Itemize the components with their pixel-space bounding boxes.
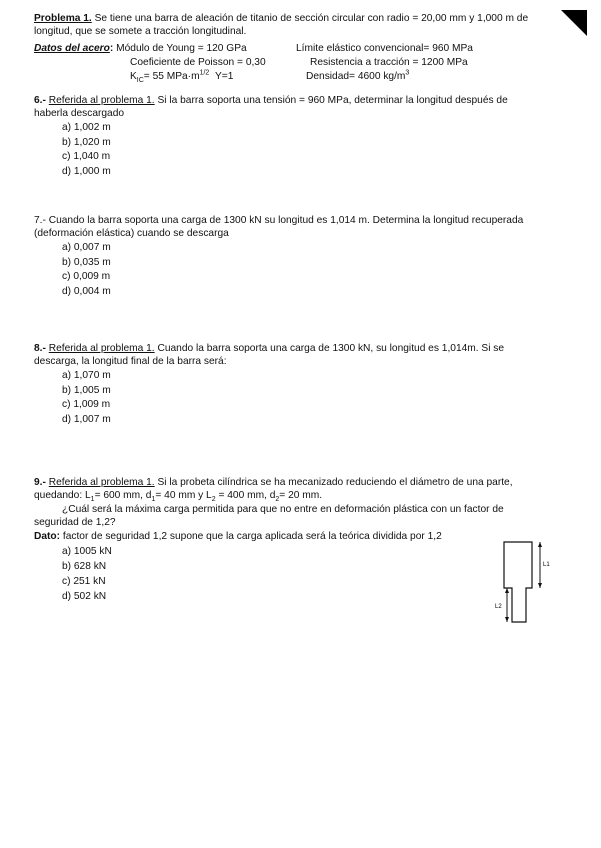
problem-1-line-1 — [34, 12, 562, 25]
question-8-text: 8.- Referida al problema 1. Cuando la barra soporta una carga de 1300 kN, su longitud es 1,014m. Si se — [34, 343, 505, 354]
question-7: 7.- Cuando la barra soporta una carga de 1300 kN su longitud es 1,014 m. Determina la longitud recuperada (deformación elástica) cuando se descarga a) 0,007 m b) 0,035 m c) 0,009 m d) 0,004 m — [34, 214, 562, 300]
option-item: c) 1,009 m — [62, 399, 111, 411]
young-modulus: Módulo de Young = 120 GPa — [116, 43, 247, 54]
question-6-reference: Referida al problema 1. — [48, 95, 155, 106]
option-item: d) 0,004 m — [62, 286, 111, 298]
y-factor: Y=1 — [214, 71, 234, 82]
l1-arrow-bottom — [538, 583, 542, 588]
question-8-options — [34, 369, 562, 428]
question-7-text: 7.- Cuando la barra soporta una carga de 1300 kN su longitud es 1,014 m. Determina la longitud recuperada — [34, 215, 524, 226]
option-item: b) 1,005 m — [62, 384, 111, 396]
l1-arrow-top — [538, 542, 542, 547]
l2-arrow-top — [505, 588, 509, 593]
question-9: 9.- Referida al problema 1. Si la probeta cilíndrica se ha mecanizado reduciendo el diámetro de una parte, quedando: $L_1= 600$ mm, $d_1= 40$ mm y $L_2 = 400$ mm, $d_2= 20$ mm. ¿Cuál será la máxima carga permitida para que no entre en deformación plástica con un factor de seguridad de 1,2? Dato: factor de seguridad 1,2 supone que la carga aplicada será la teórica dividida por 1,2 a) 1005 kN b) 628 kN c) 251 kN d) 502 kN — [34, 476, 562, 604]
density: Densidad= 4600 $kg/m^3$ — [306, 69, 410, 82]
l1-label: L1 — [543, 562, 550, 568]
data-label: Datos del acero — [34, 43, 110, 54]
l2-label: L2 — [495, 604, 502, 610]
fracture-toughness: $K_{IC}= 55$ $MPa\cdot m^{1/2}$ Y=1 — [130, 69, 234, 85]
problem-1-label: Problema 1. — [34, 13, 92, 24]
problem-1-statement — [34, 12, 562, 39]
question-9-dato: Dato: factor de seguridad 1,2 supone que la carga aplicada será la teórica dividida por 1,2 — [34, 530, 442, 542]
option-item: d) 1,007 m — [62, 414, 111, 426]
data-row-1: Datos del acero: Módulo de Young = 120 GPa — [34, 43, 247, 54]
question-8: 8.- Referida al problema 1. Cuando la barra soporta una carga de 1300 kN, su longitud es 1,014m. Si se descarga, la longitud final de la barra será: a) 1,070 m b) 1,005 m c) 1,009 m d) 1,007 m — [34, 342, 562, 428]
specimen-diagram — [494, 538, 554, 628]
specimen-outline — [504, 542, 532, 622]
poisson-ratio: Coeficiente de Poisson = 0,30 — [130, 57, 266, 68]
question-6-text: 6.- Referida al problema 1. Si la barra soporta una tensión = 960 MPa, determinar la longitud después de — [34, 95, 508, 106]
yield-strength: Límite elástico convencional= 960 MPa — [296, 43, 473, 54]
option-item: a) 0,007 m — [62, 241, 111, 253]
question-9-text: 9.- Referida al problema 1. Si la probeta cilíndrica se ha mecanizado reduciendo el diámetro de una parte, — [34, 477, 513, 488]
question-9-dimensions: quedando: $L_1= 600$ mm, $d_1= 40$ mm y $L_2 = 400$ mm, $d_2= 20$ mm. — [34, 490, 323, 504]
option-item: c) 0,009 m — [62, 271, 111, 283]
option-item: a) 1005 kN — [62, 546, 112, 558]
question-9-options — [34, 545, 562, 604]
option-item: a) 1,002 m — [62, 121, 111, 133]
question-6: 6.- Referida al problema 1. Si la barra soporta una tensión = 960 MPa, determinar la longitud después de haberla descargado a) 1,002 m b) 1,020 m c) 1,040 m d) 1,000 m — [34, 94, 562, 180]
tensile-strength: Resistencia a tracción = 1200 MPa — [310, 57, 468, 68]
question-7-options — [34, 241, 562, 300]
l2-arrow-bottom — [505, 617, 509, 622]
option-item: c) 251 kN — [62, 575, 106, 587]
corner-triangle-mark — [561, 10, 587, 36]
option-item: c) 1,040 m — [62, 151, 111, 163]
option-item: b) 628 kN — [62, 561, 107, 573]
option-item: a) 1,070 m — [62, 369, 111, 381]
problem-1-line-2: longitud, que se somete a tracción longitudinal. — [34, 26, 247, 38]
option-item: b) 1,020 m — [62, 136, 111, 148]
problem-1-text-1: Se tiene una barra de aleación de titanio de sección circular con radio = 20,00 mm y 1,000 m de — [94, 13, 529, 24]
question-6-options — [34, 121, 562, 180]
option-item: b) 0,035 m — [62, 256, 111, 268]
question-9-reference: Referida al problema 1. — [48, 477, 155, 488]
option-item: d) 1,000 m — [62, 166, 111, 178]
question-8-reference: Referida al problema 1. — [48, 343, 155, 354]
option-item: d) 502 kN — [62, 590, 107, 602]
